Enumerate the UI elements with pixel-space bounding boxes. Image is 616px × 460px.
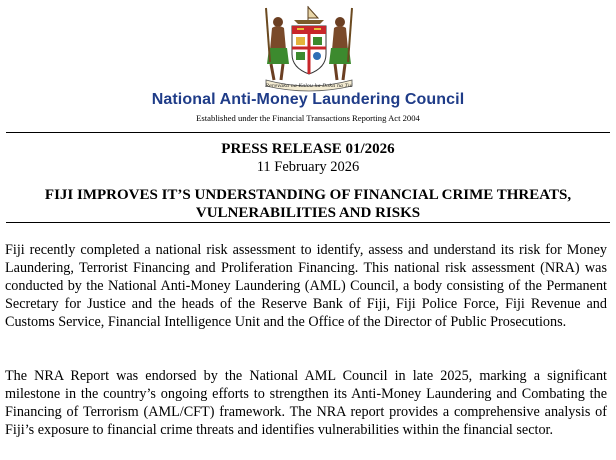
release-date: 11 February 2026 [256, 159, 360, 175]
headline [0, 186, 616, 222]
headline-divider [6, 222, 610, 223]
press-release-number: PRESS RELEASE 01/2026 [221, 141, 395, 157]
fiji-coat-of-arms-icon [256, 2, 362, 92]
body-paragraph-2: The NRA Report was endorsed by the National AML Council in late 2025, marking a significant milestone in the country’s ongoing efforts to strengthen its Anti-Money Laundering and Combating the Financing of Terrorism (AML/CFT) framework. The NRA report provides a comprehensive analysis of Fiji’s exposure to financial crime threats and identifies vulnerabilities within the financial sector. [5, 368, 607, 439]
established-note: Established under the Financial Transactions Reporting Act 2004 [196, 113, 420, 123]
headline-line-1: FIJI IMPROVES IT’S UNDERSTANDING OF FINANCIAL CRIME THREATS, [44, 187, 572, 203]
crest-motto: Rerevaka na Kalou ka Doka na Tui [265, 83, 353, 89]
top-divider [6, 132, 610, 133]
council-name: National Anti-Money Laundering Council [151, 91, 465, 108]
headline-line-2: VULNERABILITIES AND RISKS [195, 205, 421, 221]
body-paragraph-1: Fiji recently completed a national risk assessment to identify, assess and understand its risk for Money Laundering, Terrorist Financing and Proliferation Financing. This national risk assessment (NRA) was conducted by the National Anti-Money Laundering (AML) Council, a body consisting of the Permanent Secretary for Justice and the heads of the Reserve Bank of Fiji, Fiji Police Force, Fiji Revenue and Customs Service, Financial Intelligence Unit and the Office of the Director of Public Prosecutions. [5, 242, 607, 331]
